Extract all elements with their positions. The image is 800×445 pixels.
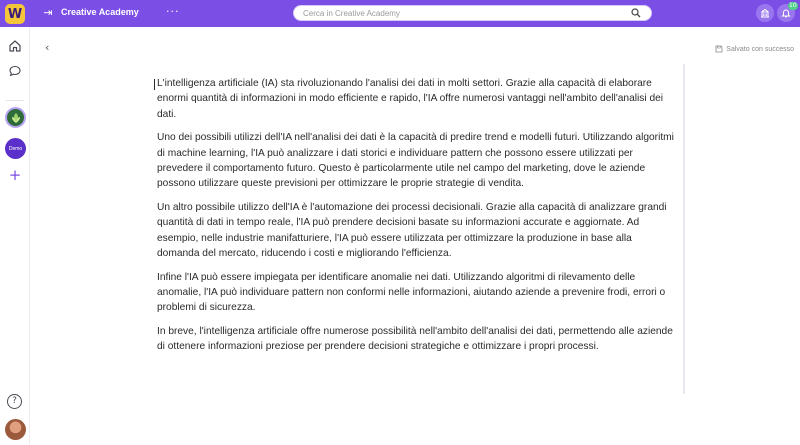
app-title: Creative Academy [61, 7, 139, 17]
chat-bubble-icon [8, 64, 22, 78]
text-cursor [154, 79, 155, 90]
sidebar-toggle-icon[interactable]: ⇥ [43, 6, 53, 19]
search-icon[interactable] [631, 8, 641, 18]
search-input[interactable] [303, 8, 623, 19]
app-logo[interactable]: W [5, 4, 25, 24]
search-bar[interactable] [293, 5, 652, 21]
paragraph[interactable]: In breve, l'intelligenza artificiale offre numerose possibilità nell'ambito dell'analisi dei dati, permettendo alle aziende di ottenere informazioni preziose per prendere decisioni strategiche e ottimizzare i propri processi. [157, 326, 673, 353]
messages-button[interactable] [7, 63, 23, 79]
left-sidebar [0, 27, 30, 445]
announcements-button[interactable] [756, 4, 774, 22]
space-logo-icon [10, 112, 22, 124]
home-icon [8, 39, 22, 53]
editor-scrollbar[interactable] [683, 64, 685, 394]
sidebar-divider [6, 100, 24, 101]
paragraph[interactable]: L'intelligenza artificiale (IA) sta rivoluzionando l'analisi dei dati in molti settori. Grazie alla capacità di elaborare enormi quantità di informazioni in modo efficiente e rapido, l'IA offre numerosi vantaggi nell'ambito dell'analisi dei dati. [157, 78, 664, 120]
space-demo[interactable]: Demo [5, 138, 26, 159]
paragraph[interactable]: Infine l'IA può essere impiegata per identificare anomalie nei dati. Utilizzando algoritmi di rilevamento delle anomalie, l'IA può individuare pattern non conformi nelle informazioni, aiutando aziende a prevenire frodi, errori o problemi di sicurezza. [157, 271, 666, 314]
help-button[interactable]: ? [7, 394, 22, 409]
back-button[interactable]: ‹ [45, 41, 50, 54]
home-button[interactable] [7, 38, 23, 54]
top-bar [0, 0, 800, 27]
more-options-button[interactable]: ··· [166, 5, 180, 18]
building-icon [760, 8, 770, 18]
user-avatar[interactable] [5, 419, 26, 440]
paragraph[interactable]: Un altro possibile utilizzo dell'IA è l'automazione dei processi decisionali. Grazie alla capacità di analizzare grandi quantità di dati in tempo reale, l'IA può prendere decisioni basate su informazioni accurate e aggiornate. Ad esempio, nelle industrie manifatturiere, l'IA può essere utilizzata per ottimizzare la produzione in base alla domanda del mercato, riducendo i costi e migliorando l'efficienza. [157, 202, 667, 259]
paragraph[interactable]: Uno dei possibili utilizzi dell'IA nell'analisi dei dati è la capacità di predire trend e modelli futuri. Utilizzando algoritmi di machine learning, l'IA può analizzare i dati storici e individuare pattern che possono essere utilizzati per prevedere il comportamento futuro. Questo è particolarmente utile nel campo del marketing, dove le aziende possono utilizzare queste previsioni per ottimizzare le proprie strategie di vendita. [157, 132, 674, 190]
add-space-button[interactable]: + [8, 166, 22, 184]
save-disk-icon [715, 45, 723, 53]
notification-count-badge: 10 [789, 2, 797, 9]
save-status [715, 45, 794, 53]
space-creative-academy[interactable] [5, 107, 26, 128]
save-status-text: Salvato con successo [726, 45, 794, 53]
document-editor[interactable] [157, 76, 675, 363]
